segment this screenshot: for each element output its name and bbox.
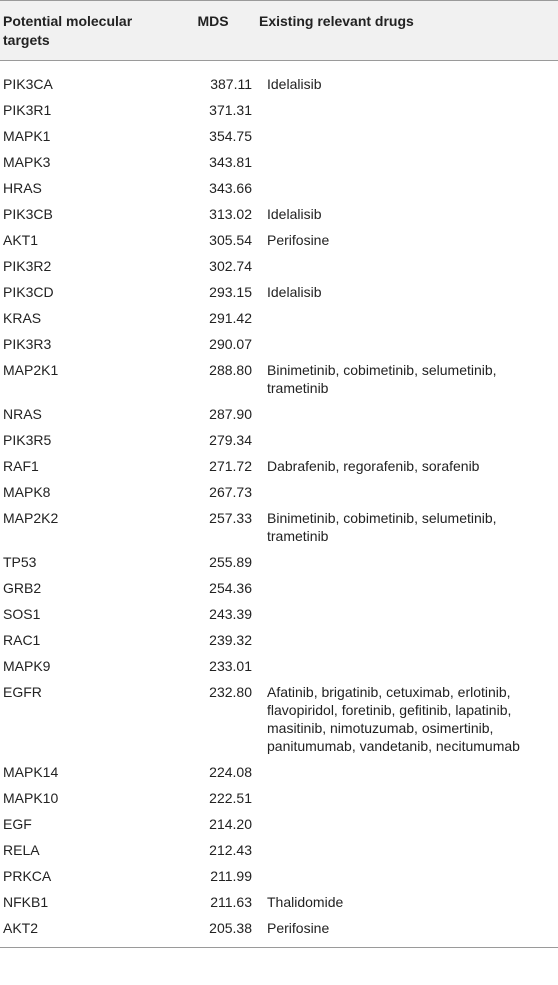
cell-mds: 371.31	[209, 102, 252, 118]
table-row	[0, 627, 558, 653]
table-row	[0, 453, 558, 479]
cell-target: PIK3CA	[3, 76, 53, 92]
cell-target: MAPK14	[3, 764, 59, 780]
cell-drugs	[256, 785, 558, 811]
cell-target: MAPK1	[3, 128, 51, 144]
cell-drugs: Idelalisib	[267, 76, 322, 92]
table-body	[0, 61, 558, 948]
cell-drugs	[256, 97, 558, 123]
cell-drugs: Perifosine	[267, 920, 330, 936]
cell-target: PIK3CD	[3, 284, 54, 300]
cell-mds: 254.36	[209, 580, 252, 596]
table-row	[0, 331, 558, 357]
cell-mds: 243.39	[209, 606, 252, 622]
cell-target: NRAS	[3, 406, 42, 422]
cell-mds: 288.80	[209, 362, 252, 378]
cell-mds: 205.38	[209, 920, 252, 936]
cell-drugs	[256, 149, 558, 175]
cell-target: MAPK9	[3, 658, 51, 674]
table-row	[0, 505, 558, 549]
header-target: Potential molecular targets	[3, 13, 133, 48]
cell-drugs: Idelalisib	[267, 284, 322, 300]
cell-mds: 211.99	[210, 868, 252, 884]
cell-drugs	[256, 759, 558, 785]
cell-drugs	[256, 575, 558, 601]
cell-target: RAF1	[3, 458, 39, 474]
cell-drugs	[256, 305, 558, 331]
table-row	[0, 61, 558, 98]
table-row	[0, 759, 558, 785]
cell-drugs	[256, 401, 558, 427]
cell-drugs: Idelalisib	[267, 206, 322, 222]
table-header	[0, 1, 558, 61]
cell-drugs	[256, 627, 558, 653]
cell-target: MAP2K1	[3, 362, 59, 378]
cell-target: TP53	[3, 554, 37, 570]
cell-target: PIK3R3	[3, 336, 52, 352]
cell-mds: 387.11	[210, 76, 252, 92]
table-row	[0, 305, 558, 331]
cell-mds: 224.08	[209, 764, 252, 780]
cell-drugs: Binimetinib, cobimetinib, selumetinib, trametinib	[267, 510, 497, 544]
cell-drugs	[256, 811, 558, 837]
cell-mds: 291.42	[209, 310, 252, 326]
cell-target: PIK3R5	[3, 432, 52, 448]
table-row	[0, 227, 558, 253]
cell-drugs	[256, 479, 558, 505]
cell-target: MAPK8	[3, 484, 51, 500]
cell-target: GRB2	[3, 580, 42, 596]
cell-target: SOS1	[3, 606, 41, 622]
cell-mds: 305.54	[209, 232, 252, 248]
cell-target: AKT2	[3, 920, 39, 936]
cell-mds: 302.74	[209, 258, 252, 274]
cell-mds: 212.43	[209, 842, 252, 858]
cell-target: PRKCA	[3, 868, 52, 884]
cell-target: EGFR	[3, 684, 42, 700]
cell-mds: 214.20	[209, 816, 252, 832]
table-row	[0, 575, 558, 601]
cell-mds: 343.66	[209, 180, 252, 196]
cell-mds: 290.07	[209, 336, 252, 352]
cell-mds: 255.89	[209, 554, 252, 570]
table-row	[0, 175, 558, 201]
table-row	[0, 279, 558, 305]
cell-mds: 232.80	[209, 684, 252, 700]
cell-target: MAP2K2	[3, 510, 59, 526]
cell-target: NFKB1	[3, 894, 49, 910]
table-row	[0, 915, 558, 948]
table-row	[0, 837, 558, 863]
cell-drugs	[256, 549, 558, 575]
cell-mds: 239.32	[209, 632, 252, 648]
table-row	[0, 149, 558, 175]
cell-mds: 267.73	[209, 484, 252, 500]
table-row	[0, 427, 558, 453]
cell-target: HRAS	[3, 180, 42, 196]
header-mds: MDS	[197, 13, 229, 29]
cell-target: PIK3R1	[3, 102, 52, 118]
cell-drugs	[256, 253, 558, 279]
table-row	[0, 679, 558, 759]
table-row	[0, 863, 558, 889]
cell-mds: 313.02	[209, 206, 252, 222]
cell-drugs: Dabrafenib, regorafenib, sorafenib	[267, 458, 480, 474]
cell-drugs	[256, 427, 558, 453]
cell-target: MAPK10	[3, 790, 59, 806]
cell-mds: 233.01	[209, 658, 252, 674]
table-row	[0, 123, 558, 149]
cell-drugs: Afatinib, brigatinib, cetuximab, erlotinib, flavopiridol, foretinib, gefitinib, lapatinib, masitinib, nimotuzumab, osimertinib, panitumumab, vandetanib, necitumumab	[267, 684, 520, 754]
table-row	[0, 889, 558, 915]
table-row	[0, 401, 558, 427]
cell-target: PIK3CB	[3, 206, 53, 222]
cell-mds: 279.34	[209, 432, 252, 448]
cell-target: RAC1	[3, 632, 41, 648]
cell-drugs	[256, 331, 558, 357]
table-row	[0, 201, 558, 227]
cell-mds: 343.81	[209, 154, 252, 170]
cell-target: MAPK3	[3, 154, 51, 170]
cell-drugs	[256, 837, 558, 863]
table-row	[0, 785, 558, 811]
table-row	[0, 601, 558, 627]
cell-drugs	[256, 175, 558, 201]
cell-drugs	[256, 653, 558, 679]
cell-drugs	[256, 863, 558, 889]
header-row	[0, 1, 558, 61]
cell-target: AKT1	[3, 232, 39, 248]
cell-drugs	[256, 601, 558, 627]
cell-mds: 293.15	[209, 284, 252, 300]
table-row	[0, 653, 558, 679]
cell-mds: 287.90	[209, 406, 252, 422]
cell-target: KRAS	[3, 310, 42, 326]
cell-target: EGF	[3, 816, 32, 832]
cell-mds: 257.33	[209, 510, 252, 526]
cell-drugs: Binimetinib, cobimetinib, selumetinib, trametinib	[267, 362, 497, 396]
cell-drugs	[256, 123, 558, 149]
cell-mds: 271.72	[209, 458, 252, 474]
table-row	[0, 549, 558, 575]
cell-mds: 354.75	[209, 128, 252, 144]
cell-target: RELA	[3, 842, 40, 858]
cell-mds: 211.63	[210, 894, 252, 910]
cell-drugs: Perifosine	[267, 232, 330, 248]
table-row	[0, 479, 558, 505]
cell-mds: 222.51	[209, 790, 252, 806]
table-row	[0, 253, 558, 279]
table-row	[0, 97, 558, 123]
cell-target: PIK3R2	[3, 258, 52, 274]
cell-drugs: Thalidomide	[267, 894, 344, 910]
header-drugs: Existing relevant drugs	[259, 13, 414, 29]
table-row	[0, 357, 558, 401]
table-row	[0, 811, 558, 837]
